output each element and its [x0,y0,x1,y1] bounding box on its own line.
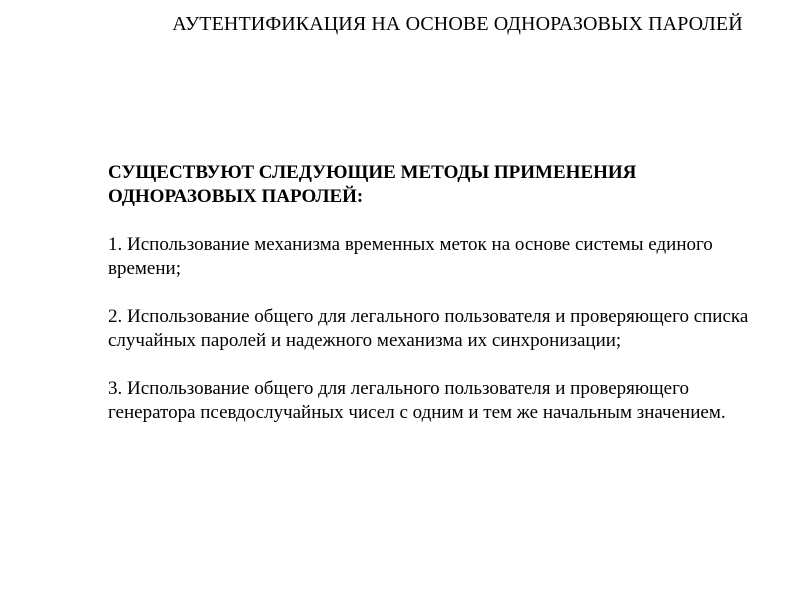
method-item-2: 2. Использование общего для легального пользователя и проверяющего списка случайных паролей и надежного механизма их синхронизации; [108,306,749,351]
method-item-1: 1. Использование механизма временных меток на основе системы единого времени; [108,234,713,279]
method-item-3: 3. Использование общего для легального пользователя и проверяющего генератора псевдослучайных чисел с одним и тем же начальным значением. [108,378,726,423]
slide-body [108,161,773,425]
slide-title: АУТЕНТИФИКАЦИЯ НА ОСНОВЕ ОДНОРАЗОВЫХ ПАРОЛЕЙ [172,13,743,35]
intro-text: СУЩЕСТВУЮТ СЛЕДУЮЩИЕ МЕТОДЫ ПРИМЕНЕНИЯ ОДНОРАЗОВЫХ ПАРОЛЕЙ: [108,162,637,207]
